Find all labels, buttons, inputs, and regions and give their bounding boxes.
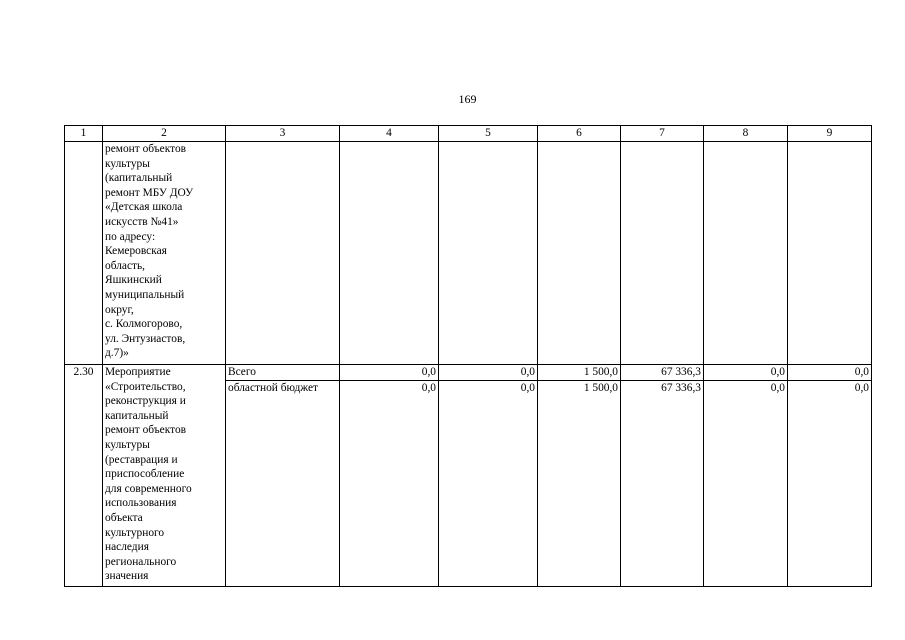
cont-value-cell (704, 142, 788, 365)
row-name-text: Мероприятие «Строительство, реконструкция и капитальный ремонт объектов культуры (реставрация и приспособление для современного использования объекта культурного наследия регионального значения (105, 366, 192, 583)
page-number: 169 (458, 92, 477, 106)
value-cell: 0,0 (439, 365, 538, 381)
cont-source-cell (226, 142, 340, 365)
value-cell: 0,0 (704, 380, 788, 586)
value-cell: 0,0 (788, 365, 872, 381)
value-cell: 0,0 (704, 365, 788, 381)
header-col-9: 9 (788, 126, 872, 142)
value-cell: 0,0 (340, 380, 439, 586)
cont-value-cell (439, 142, 538, 365)
cont-code-cell (65, 142, 103, 365)
value-cell: 1 500,0 (538, 365, 621, 381)
header-col-4: 4 (340, 126, 439, 142)
header-col-3: 3 (226, 126, 340, 142)
continuation-row (65, 142, 872, 365)
source-regional-budget: областной бюджет (226, 380, 340, 586)
value-cell: 67 336,3 (621, 380, 704, 586)
value-cell: 0,0 (439, 380, 538, 586)
cont-value-cell (788, 142, 872, 365)
source-total: Всего (226, 365, 340, 381)
header-col-2: 2 (103, 126, 226, 142)
value-cell: 1 500,0 (538, 380, 621, 586)
header-col-5: 5 (439, 126, 538, 142)
row-name-cell (103, 365, 226, 587)
cont-name-cell (103, 142, 226, 365)
cont-value-cell (340, 142, 439, 365)
value-cell: 67 336,3 (621, 365, 704, 381)
cont-name-text: ремонт объектов культуры (капитальный ремонт МБУ ДОУ «Детская школа искусств №41» по адресу: Кемеровская область, Яшкинский муниципальный округ, с. Колмогорово, ул. Энтузиастов, д.7)» (105, 143, 194, 360)
cont-value-cell (621, 142, 704, 365)
header-col-8: 8 (704, 126, 788, 142)
budget-table (64, 125, 872, 587)
header-row (65, 126, 872, 142)
row-2-30-total (65, 365, 872, 381)
cont-value-cell (538, 142, 621, 365)
row-code: 2.30 (65, 365, 103, 587)
value-cell: 0,0 (340, 365, 439, 381)
value-cell: 0,0 (788, 380, 872, 586)
header-col-6: 6 (538, 126, 621, 142)
header-col-7: 7 (621, 126, 704, 142)
header-col-1: 1 (65, 126, 103, 142)
